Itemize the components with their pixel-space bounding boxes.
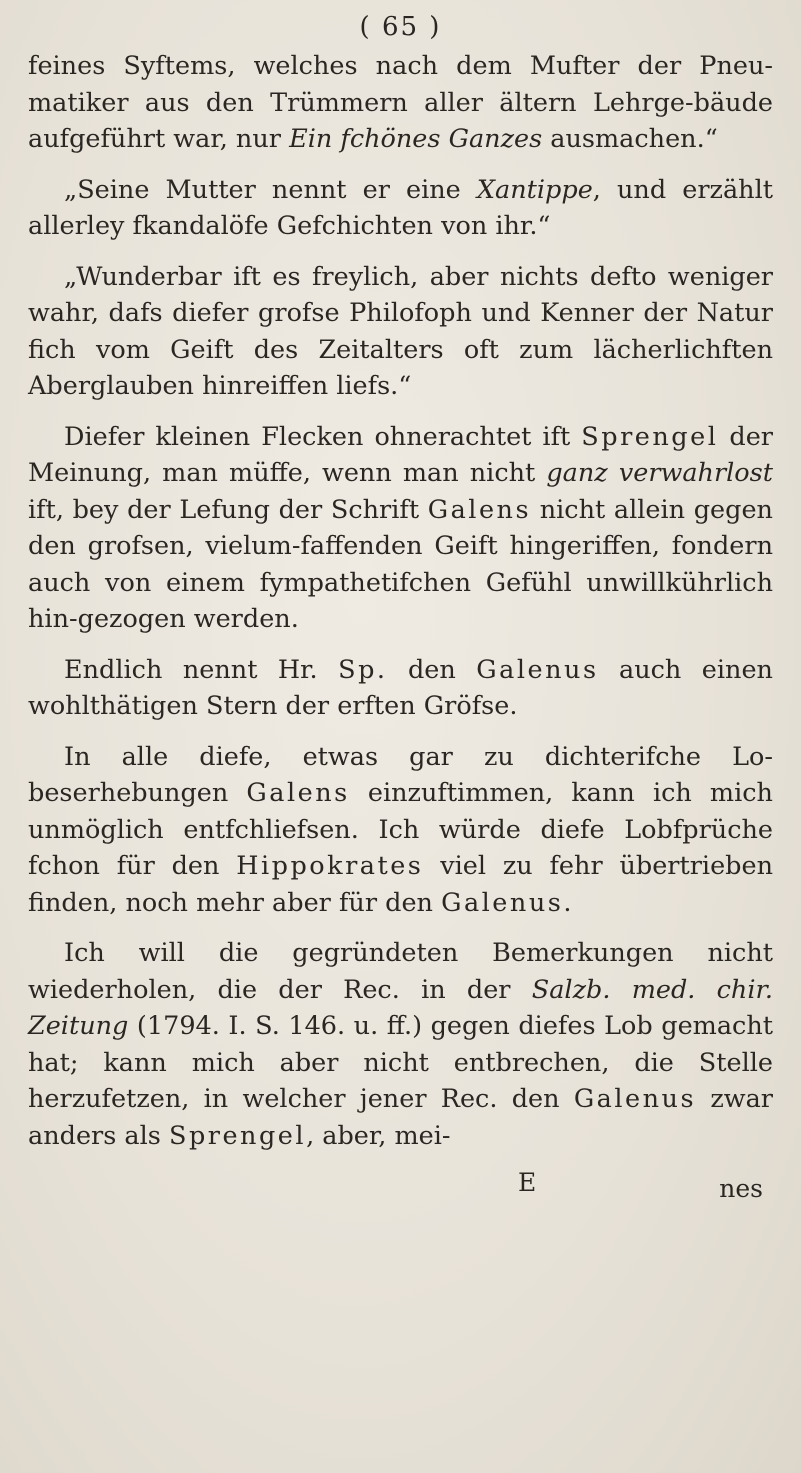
text-run: Endlich nennt Hr. [64,654,339,685]
spaced-name: Sprengel [581,421,719,452]
paragraph-5 [28,652,773,725]
text-run: ift, bey der Lefung der Schrift [28,494,428,525]
text-run: auch einen wohlthätigen Stern der erften Gröfse. [28,654,773,721]
text-run: Diefer kleinen Flecken ohnerachtet ift [64,421,582,452]
text-run: „Wunderbar ift es freylich, aber nichts defto weniger wahr, dafs diefer grofse Philofoph und Kenner der Natur fich vom Geift des Zeitalters oft zum lächerlichften Aberglauben hinreiffen liefs.“ [28,261,773,401]
italic-phrase: ganz verwahrlost [546,458,773,488]
paragraph-1 [28,48,773,158]
italic-phrase: Salzb. med. chir. Zeitung [28,974,773,1041]
text-run: , und erzählt allerley fkandalöfe Gefchichten von ihr.“ [28,174,773,241]
catchword: nes [719,1174,763,1203]
paragraph-2 [28,172,773,245]
spaced-name: Galens [246,778,350,808]
signature-mark: E [518,1168,537,1197]
paragraph-3 [28,259,773,405]
italic-phrase: Xantippe [476,174,593,205]
spaced-name: Sp. [338,654,388,685]
text-run: den [387,654,477,685]
italic-phrase: Ein fchönes Ganzes [289,124,543,154]
text-run: , aber, mei- [306,1120,451,1151]
spaced-name: Galenus [476,654,599,685]
text-run: . [563,887,572,918]
spaced-name: Galens [427,494,532,525]
text-run: „Seine Mutter nennt er eine [64,174,477,205]
spaced-name: Hippokrates [236,851,424,881]
text-run: einzuftimmen, kann ich mich unmöglich entfchliefsen. Ich würde diefe Lobfprüche fchon für den [28,778,773,881]
text-run: (1794. I. S. 146. u. ff.) gegen diefes Lob gemacht hat; kann mich aber nicht entbrechen, die Stelle herzufetzen, in welcher jener Rec. den [28,1011,773,1114]
text-run: nicht allein gegen den grofsen, vielum-faffenden Geift hingeriffen, fondern auch von einem fympathetifchen Gefühl unwillkührlich hin-gezogen werden. [28,494,773,634]
page-footer [28,1168,773,1208]
body-text [28,48,773,1154]
paragraph-6 [28,739,773,922]
spaced-name: Galenus [573,1084,697,1114]
text-run: In alle diefe, etwas gar zu dichterifche Lo-beserhebungen [28,741,773,808]
text-run: zwar anders als [28,1084,773,1151]
text-run: viel zu fehr übertrieben finden, noch mehr aber für den [28,851,773,918]
text-run: der Meinung, man müffe, wenn man nicht [28,421,773,488]
text-run: Ich will die gegründeten Bemerkungen nicht wiederholen, die der Rec. in der [28,938,773,1005]
page-number: ( 65 ) [359,12,442,42]
paragraph-4 [28,419,773,638]
text-run: ausmachen.“ [542,124,718,154]
paragraph-7 [28,935,773,1154]
text-run: feines Syftems, welches nach dem Mufter der Pneu-matiker aus den Trümmern aller ältern Lehrge-bäude aufgeführt war, nur [28,51,773,154]
spaced-name: Galenus [441,887,564,918]
spaced-name: Sprengel [168,1120,307,1151]
